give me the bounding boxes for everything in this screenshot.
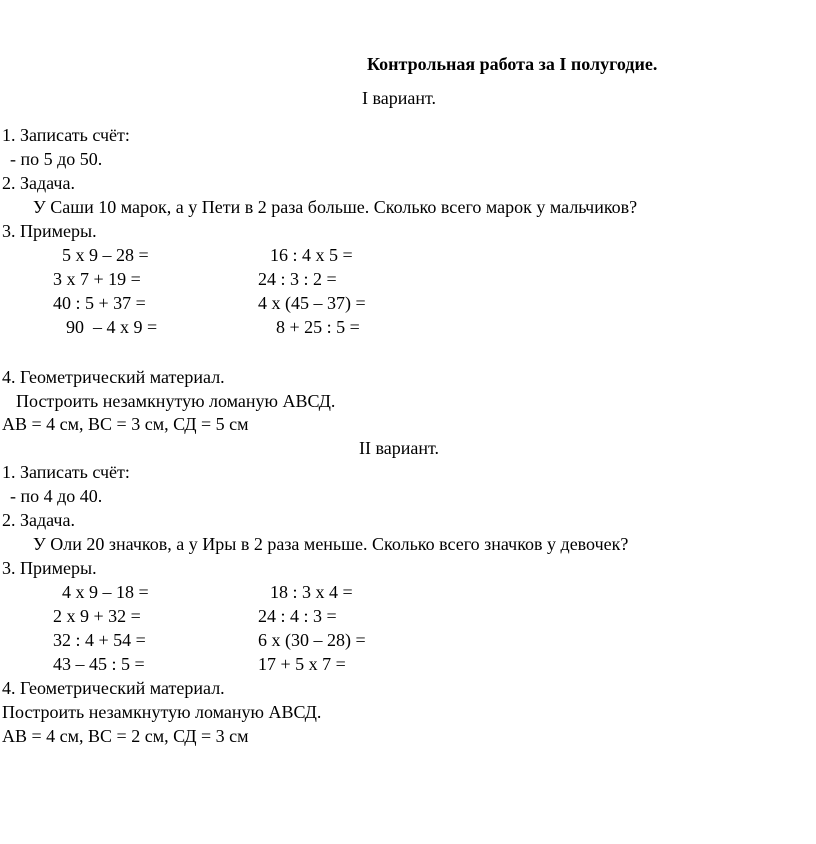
v2-task4: 4. Геометрический материал.	[2, 678, 225, 698]
v1-task1: 1. Записать счёт:	[2, 125, 130, 145]
v2-task3: 3. Примеры.	[2, 558, 97, 578]
v2-task1-sub: - по 4 до 40.	[10, 486, 103, 506]
v1-task3: 3. Примеры.	[2, 221, 97, 241]
v2-task2-text: У Оли 20 значков, а у Иры в 2 раза меньше. Сколько всего значков у девочек?	[33, 534, 629, 554]
v1-example-right-2: 24 : 3 : 2 =	[258, 269, 337, 289]
v2-task4-text: Построить незамкнутую ломаную АВСД.	[2, 702, 322, 722]
v2-task4-dims: АВ = 4 см, ВС = 2 см, СД = 3 см	[2, 726, 249, 746]
variant1-heading: I вариант.	[362, 88, 437, 108]
v1-example-left-4: 90 – 4 х 9 =	[66, 317, 158, 337]
v2-example-right-2: 24 : 4 : 3 =	[258, 606, 337, 626]
v2-example-right-3: 6 х (30 – 28) =	[258, 630, 366, 650]
v2-example-left-3: 32 : 4 + 54 =	[53, 630, 146, 650]
v1-task4-text: Построить незамкнутую ломаную АВСД.	[16, 391, 336, 411]
v2-example-right-1: 18 : 3 х 4 =	[270, 582, 353, 602]
v1-example-right-4: 8 + 25 : 5 =	[276, 317, 360, 337]
v1-task2: 2. Задача.	[2, 173, 75, 193]
v2-task1: 1. Записать счёт:	[2, 462, 130, 482]
v1-task1-sub: - по 5 до 50.	[10, 149, 103, 169]
title: Контрольная работа за I полугодие.	[367, 54, 658, 74]
v1-example-right-3: 4 х (45 – 37) =	[258, 293, 366, 313]
v1-example-left-3: 40 : 5 + 37 =	[53, 293, 146, 313]
v1-task4: 4. Геометрический материал.	[2, 367, 225, 387]
v1-task2-text: У Саши 10 марок, а у Пети в 2 раза больше. Сколько всего марок у мальчиков?	[33, 197, 638, 217]
v1-example-left-1: 5 х 9 – 28 =	[62, 245, 149, 265]
v2-example-left-1: 4 х 9 – 18 =	[62, 582, 149, 602]
variant2-heading: II вариант.	[359, 438, 440, 458]
v2-example-left-2: 2 х 9 + 32 =	[53, 606, 141, 626]
v2-example-left-4: 43 – 45 : 5 =	[53, 654, 145, 674]
v2-example-right-4: 17 + 5 х 7 =	[258, 654, 346, 674]
v2-task2: 2. Задача.	[2, 510, 75, 530]
v1-example-right-1: 16 : 4 х 5 =	[270, 245, 353, 265]
v1-example-left-2: 3 х 7 + 19 =	[53, 269, 141, 289]
v1-task4-dims: АВ = 4 см, ВС = 3 см, СД = 5 см	[2, 414, 249, 434]
